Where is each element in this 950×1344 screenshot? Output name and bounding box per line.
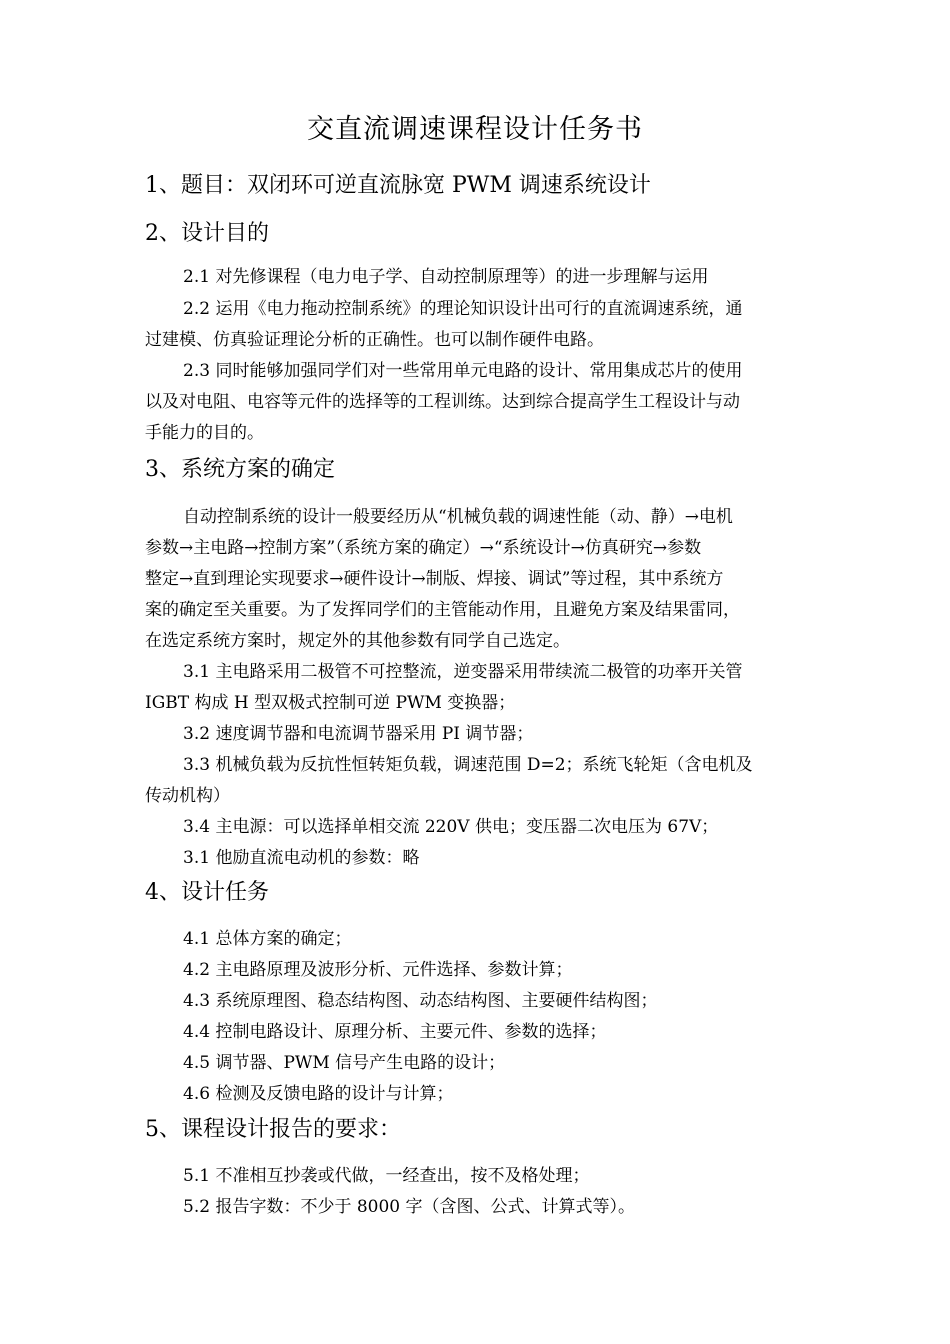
section-heading-1: 1、题目：双闭环可逆直流脉宽 PWM 调速系统设计 <box>145 173 651 198</box>
paragraph-line: 3.1 他励直流电动机的参数：略 <box>183 848 420 868</box>
paragraph-line: 案的确定至关重要。为了发挥同学们的主管能动作用，且避免方案及结果雷同， <box>145 600 740 620</box>
document-title: 交直流调速课程设计任务书 <box>307 114 643 145</box>
paragraph-line: IGBT 构成 H 型双极式控制可逆 PWM 变换器； <box>145 693 516 713</box>
paragraph-line: 传动机构） <box>145 786 230 806</box>
paragraph-line: 2.3 同时能够加强同学们对一些常用单元电路的设计、常用集成芯片的使用 <box>183 361 743 381</box>
section-heading-5: 5、课程设计报告的要求： <box>145 1117 401 1142</box>
paragraph-line: 手能力的目的。 <box>145 423 264 443</box>
list-item: 4.2 主电路原理及波形分析、元件选择、参数计算； <box>183 960 573 980</box>
list-item: 4.6 检测及反馈电路的设计与计算； <box>183 1084 454 1104</box>
list-item: 5.2 报告字数：不少于 8000 字（含图、公式、计算式等）。 <box>183 1197 636 1217</box>
paragraph-line: 参数→主电路→控制方案”（系统方案的确定）→“系统设计→仿真研究→参数 <box>145 538 702 558</box>
paragraph-line: 3.1 主电路采用二极管不可控整流，逆变器采用带续流二极管的功率开关管 <box>183 662 743 682</box>
paragraph-line: 过建模、仿真验证理论分析的正确性。也可以制作硬件电路。 <box>145 330 604 350</box>
list-item: 4.5 调节器、PWM 信号产生电路的设计； <box>183 1053 506 1073</box>
paragraph-line: 自动控制系统的设计一般要经历从“机械负载的调速性能（动、静）→电机 <box>183 507 733 527</box>
section-heading-3: 3、系统方案的确定 <box>145 457 335 482</box>
list-item: 5.1 不准相互抄袭或代做，一经查出，按不及格处理； <box>183 1166 590 1186</box>
list-item: 4.4 控制电路设计、原理分析、主要元件、参数的选择； <box>183 1022 607 1042</box>
paragraph-line: 以及对电阻、电容等元件的选择等的工程训练。达到综合提高学生工程设计与动 <box>145 392 740 412</box>
paragraph-line: 2.2 运用《电力拖动控制系统》的理论知识设计出可行的直流调速系统，通 <box>183 299 743 319</box>
list-item: 4.3 系统原理图、稳态结构图、动态结构图、主要硬件结构图； <box>183 991 658 1011</box>
paragraph-line: 3.2 速度调节器和电流调节器采用 PI 调节器； <box>183 724 534 744</box>
section-heading-2: 2、设计目的 <box>145 221 269 246</box>
paragraph-line: 2.1 对先修课程（电力电子学、自动控制原理等）的进一步理解与运用 <box>183 267 709 287</box>
paragraph-line: 3.3 机械负载为反抗性恒转矩负载，调速范围 D=2；系统飞轮矩（含电机及 <box>183 755 753 775</box>
paragraph-line: 在选定系统方案时，规定外的其他参数有同学自己选定。 <box>145 631 570 651</box>
list-item: 4.1 总体方案的确定； <box>183 929 352 949</box>
paragraph-line: 整定→直到理论实现要求→硬件设计→制版、焊接、调试”等过程，其中系统方 <box>145 569 724 589</box>
paragraph-line: 3.4 主电源：可以选择单相交流 220V 供电；变压器二次电压为 67V； <box>183 817 719 837</box>
section-heading-4: 4、设计任务 <box>145 880 269 905</box>
